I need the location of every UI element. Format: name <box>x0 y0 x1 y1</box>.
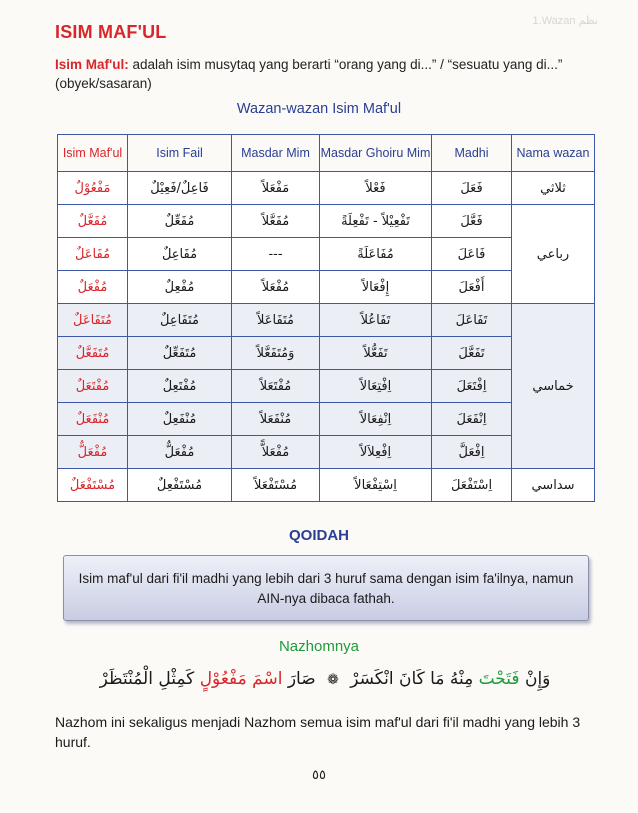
cell-madhi: فَعَّلَ <box>432 205 512 238</box>
cell-masdar-mim: مُنْفَعَلاً <box>232 403 320 436</box>
verse-word: مِنْهُ مَا كَانَ انْكَسَرْ <box>350 669 474 689</box>
cell-masdar-ghoiru-mim: تَفَاعُلاً <box>320 304 432 337</box>
header-masdar-mim: Masdar Mim <box>232 135 320 172</box>
cell-madhi: أَفْعَلَ <box>432 271 512 304</box>
cell-isim-maful: مُفْعَلٌّ <box>58 436 128 469</box>
cell-masdar-mim: مُتَفَاعَلاً <box>232 304 320 337</box>
cell-isim-fail: مُفَاعِلٌ <box>128 238 232 271</box>
verse-word: وَإِنْ <box>524 669 551 689</box>
cell-isim-fail: مُسْتَفْعِلٌ <box>128 469 232 502</box>
cell-masdar-ghoiru-mim: اِسْتِفْعَالاً <box>320 469 432 502</box>
cell-masdar-ghoiru-mim: فَعْلاً <box>320 172 432 205</box>
cell-masdar-ghoiru-mim: تَفْعِيْلاً - تَفْعِلَةً <box>320 205 432 238</box>
cell-madhi: تَفَاعَلَ <box>432 304 512 337</box>
cell-masdar-ghoiru-mim: إِفْعَالاً <box>320 271 432 304</box>
table-header-row <box>58 135 595 172</box>
cell-masdar-ghoiru-mim: تَفَعُّلاً <box>320 337 432 370</box>
cell-masdar-mim: --- <box>232 238 320 271</box>
cell-madhi: فَاعَلَ <box>432 238 512 271</box>
cell-masdar-mim: مُفْعَلاً <box>232 271 320 304</box>
qoidah-heading: QOIDAH <box>289 527 349 544</box>
header-nama-wazan: Nama wazan <box>512 135 595 172</box>
cell-isim-maful: مُتَفَاعَلٌ <box>58 304 128 337</box>
table-row <box>58 304 595 337</box>
cell-isim-maful: مُفْعَلٌ <box>58 271 128 304</box>
page-number: ٥٥ <box>312 768 326 783</box>
cell-isim-maful: مُسْتَفْعَلٌ <box>58 469 128 502</box>
cell-masdar-ghoiru-mim: اِفْتِعَالاً <box>320 370 432 403</box>
cell-masdar-ghoiru-mim: اِنْفِعَالاً <box>320 403 432 436</box>
verse-word: كَمِثْلِ الْمُنْتَظَرْ <box>99 669 195 689</box>
qoidah-text: Isim maf'ul dari fi'il madhi yang lebih dari 3 huruf sama dengan isim fa'ilnya, namun AIN-nya dibaca fathah. <box>78 571 574 606</box>
cell-isim-maful: مُنْفَعَلٌ <box>58 403 128 436</box>
cell-isim-fail: مُتَفَعِّلٌ <box>128 337 232 370</box>
group-khumasi: خماسي <box>512 304 595 469</box>
intro-term: Isim Maf'ul: <box>55 57 129 72</box>
cell-isim-maful: مَفْعُوْلٌ <box>58 172 128 205</box>
qoidah-box <box>63 555 589 621</box>
cell-isim-fail: مُفْعَلٌّ <box>128 436 232 469</box>
table-row <box>58 172 595 205</box>
intro-paragraph <box>55 55 595 93</box>
cell-isim-maful: مُتَفَعَّلٌ <box>58 337 128 370</box>
header-masdar-ghoiru-mim: Masdar Ghoiru Mim <box>320 135 432 172</box>
cell-masdar-ghoiru-mim: مُفَاعَلَةً <box>320 238 432 271</box>
group-sudasi: سداسي <box>512 469 595 502</box>
table-row <box>58 205 595 238</box>
cell-isim-maful: مُفْتَعَلٌ <box>58 370 128 403</box>
cell-masdar-mim: مُفَعَّلاً <box>232 205 320 238</box>
cell-madhi: اِفْعَلَّ <box>432 436 512 469</box>
cell-isim-fail: مُفَعِّلٌ <box>128 205 232 238</box>
cell-madhi: تَفَعَّلَ <box>432 337 512 370</box>
intro-definition: adalah isim musytaq yang berarti “orang yang di...” / “sesuatu yang di...” (obyek/sasaran) <box>55 57 563 91</box>
table-row <box>58 469 595 502</box>
header-isim-maful: Isim Maf'ul <box>58 135 128 172</box>
cell-isim-fail: مُتَفَاعِلٌ <box>128 304 232 337</box>
cell-isim-fail: مُنْفَعِلٌ <box>128 403 232 436</box>
cell-masdar-mim: مُفْعَلاًّ <box>232 436 320 469</box>
verse-word-green: فَتَحْتَ <box>478 669 520 689</box>
verse-separator-icon: ❁ <box>327 672 339 688</box>
cell-isim-maful: مُفَعَّلٌ <box>58 205 128 238</box>
nazhom-note: Nazhom ini sekaligus menjadi Nazhom semua isim maf'ul dari fi'il madhi yang lebih 3 huruf. <box>55 714 581 750</box>
cell-isim-fail: مُفْتَعِلٌ <box>128 370 232 403</box>
header-madhi: Madhi <box>432 135 512 172</box>
cell-masdar-mim: وَمُتَفَعَّلاً <box>232 337 320 370</box>
cell-masdar-mim: مُفْتَعَلاً <box>232 370 320 403</box>
table-title: Wazan-wazan Isim Maf'ul <box>236 101 402 117</box>
cell-isim-fail: مُفْعِلٌ <box>128 271 232 304</box>
cell-isim-fail: فَاعِلٌ/فَعِيْلٌ <box>128 172 232 205</box>
group-rubai: رباعي <box>512 205 595 304</box>
cell-masdar-ghoiru-mim: اِفْعِلاَلاً <box>320 436 432 469</box>
nazhom-verse <box>55 662 595 696</box>
verse-word-red: اسْمَ مَفْعُوْلٍ <box>199 669 283 689</box>
cell-masdar-mim: مَفْعَلاً <box>232 172 320 205</box>
page-title: ISIM MAF'UL <box>55 22 167 42</box>
cell-masdar-mim: مُسْتَفْعَلاً <box>232 469 320 502</box>
group-tsulatsi: ثلاثي <box>512 172 595 205</box>
nazhom-heading: Nazhomnya <box>278 638 360 655</box>
cell-madhi: اِسْتَفْعَلَ <box>432 469 512 502</box>
wazan-table <box>57 134 595 502</box>
cell-madhi: اِفْتَعَلَ <box>432 370 512 403</box>
cell-madhi: اِنْفَعَلَ <box>432 403 512 436</box>
header-isim-fail: Isim Fail <box>128 135 232 172</box>
cell-madhi: فَعَلَ <box>432 172 512 205</box>
verse-word: صَارَ <box>287 669 316 689</box>
faded-header: 1.Wazan نظم <box>532 15 598 27</box>
cell-isim-maful: مُفَاعَلٌ <box>58 238 128 271</box>
